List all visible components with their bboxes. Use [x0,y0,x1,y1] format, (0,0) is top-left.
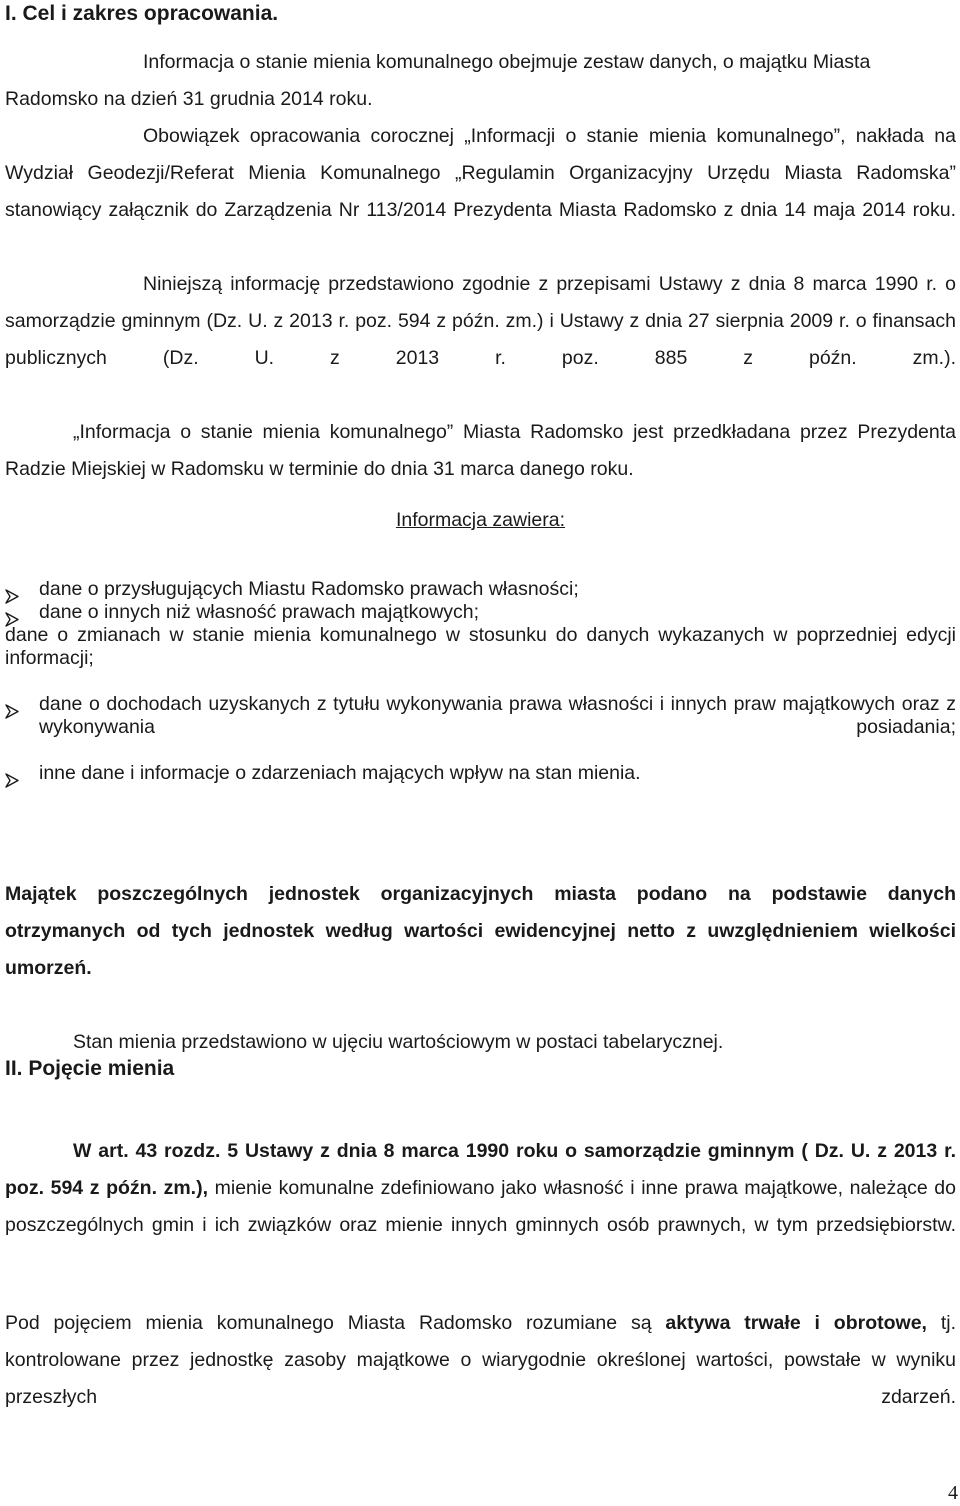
contains-list [5,578,956,785]
section-1-body [5,44,956,488]
obligation-paragraph: Obowiązek opracowania corocznej „Informacji o stanie mienia komunalnego”, nakłada na Wydział Geodezji/Referat Mienia Komunalnego „Regulamin Organizacyjny Urzędu Miasta Radomska” stanowiący załącznik do Zarządzenia Nr 113/2014 Prezydenta Miasta Radomsko z dnia 14 maja 2014 roku. [5,125,956,221]
asset-bold-note: Majątek poszczególnych jednostek organizacyjnych miasta podano na podstawie danych otrzymanych od tych jednostek według wartości ewidencyjnej netto z uwzględnieniem wielkości umorzeń. [5,883,956,979]
table-note: Stan mienia przedstawiono w ujęciu wartościowym w postaci tabelarycznej. [73,1031,724,1053]
list-item: inne dane i informacje o zdarzeniach mających wpływ na stan mienia. [5,762,956,785]
deadline-paragraph: „Informacja o stanie mienia komunalnego” Miasta Radomsko jest przedkładana przez Prezydenta Radzie Miejskiej w Radomsku w terminie do dnia 31 marca danego roku. [5,421,956,480]
list-item: dane o dochodach uzyskanych z tytułu wykonywania prawa własności i innych praw majątkowych oraz z wykonywania posiadania; [5,693,956,762]
intro-line-1: Informacja o stanie mienia komunalnego obejmuje zestaw danych, o majątku Miasta [143,51,871,73]
legal-basis-paragraph: Niniejszą informację przedstawiono zgodnie z przepisami Ustawy z dnia 8 marca 1990 r. o samorządzie gminnym (Dz. U. z 2013 r. poz. 594 z późn. zm.) i Ustawy z dnia 27 sierpnia 2009 r. o finansach publicznych (Dz. U. z 2013 r. poz. 885 z późn. zm.). [5,273,956,369]
asset-valuation-note [5,876,956,1061]
list-item: dane o przysługujących Miastu Radomsko prawach własności; [5,578,956,601]
section-2-title: II. Pojęcie mienia [5,1057,175,1080]
page-number: 4 [948,1482,958,1504]
art-43-paragraph: W art. 43 rozdz. 5 Ustawy z dnia 8 marca 1990 roku o samorządzie gminnym ( Dz. U. z 2013 r. poz. 594 z późn. zm.), mienie komunalne zdefiniowano jako własność i inne prawa majątkowe, należące do poszczególnych gmin i ich związków oraz mienie innych gminnych osób prawnych, w tym przedsiębiorstw. [5,1140,956,1236]
arrow-bullet-icon [5,704,19,719]
arrow-bullet-icon [5,773,19,788]
intro-line-2: Radomsko na dzień 31 grudnia 2014 roku. [5,88,373,110]
list-item: dane o zmianach w stanie mienia komunalnego w stosunku do danych wykazanych w poprzedniej edycji informacji; [5,624,956,669]
section-1-title: I. Cel i zakres opracowania. [5,2,279,25]
contains-heading: Informacja zawiera: [395,509,566,531]
assets-definition-paragraph: Pod pojęciem mienia komunalnego Miasta Radomsko rozumiane są aktywa trwałe i obrotowe, tj. kontrolowane przez jednostkę zasoby majątkowe o wiarygodnie określonej wartości, powstałe w wyniku przeszłych zdarzeń. [5,1312,956,1408]
list-item: dane o innych niż własność prawach majątkowych; [5,601,956,624]
